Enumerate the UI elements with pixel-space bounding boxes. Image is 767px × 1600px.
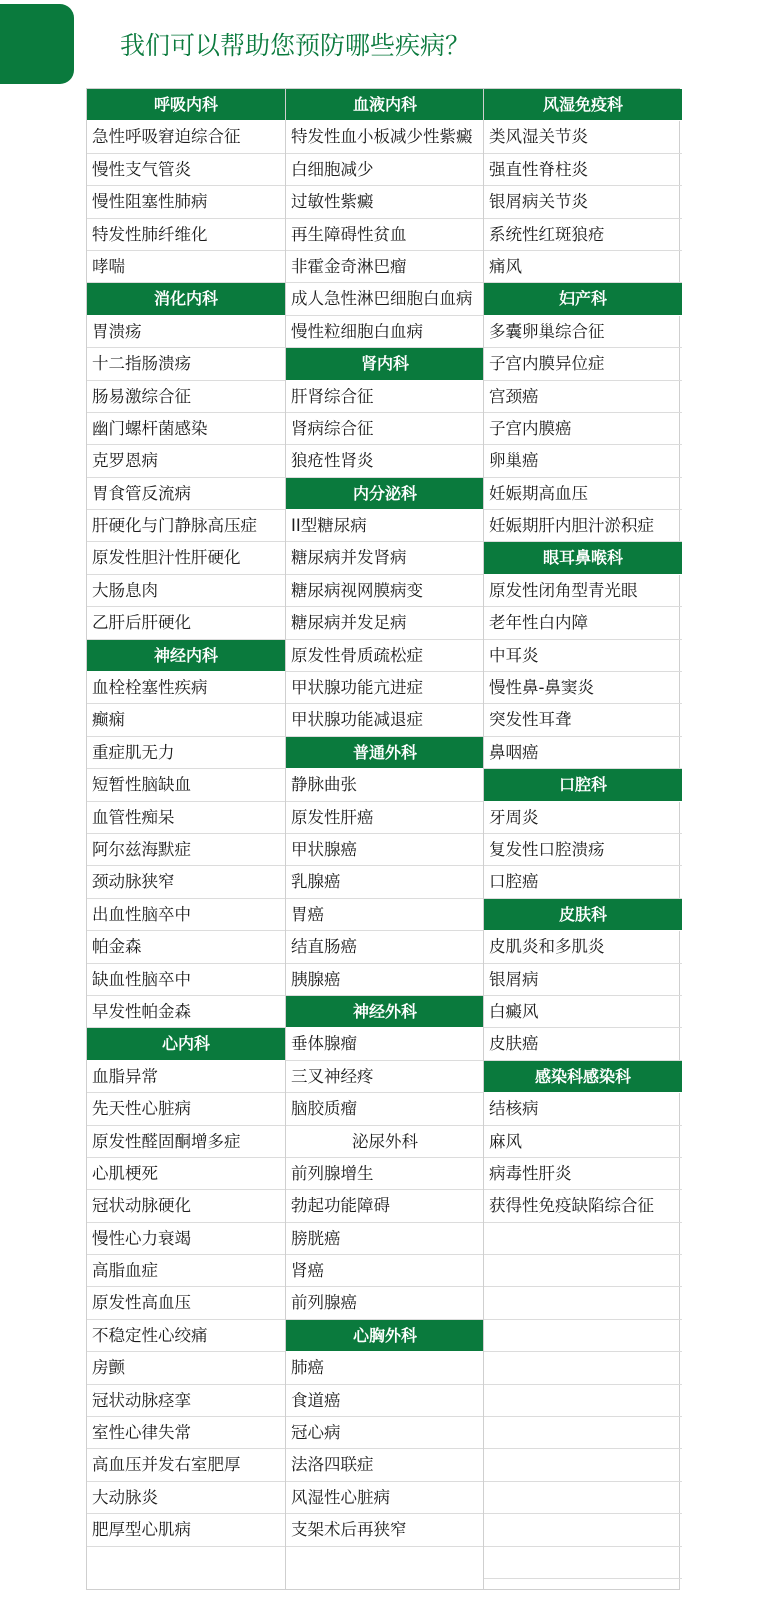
empty-cell [484, 1287, 682, 1319]
empty-cell [484, 1385, 682, 1417]
disease-cell: 肺癌 [286, 1352, 484, 1384]
disease-cell: 系统性红斑狼疮 [484, 219, 682, 251]
disease-cell: 原发性胆汁性肝硬化 [87, 542, 285, 574]
disease-cell: 宫颈癌 [484, 381, 682, 413]
disease-cell: 缺血性脑卒中 [87, 964, 285, 996]
department-header: 普通外科 [286, 737, 484, 769]
disease-cell: 法洛四联症 [286, 1449, 484, 1481]
disease-cell: 麻风 [484, 1126, 682, 1158]
disease-cell: 甲状腺癌 [286, 834, 484, 866]
disease-cell: 特发性肺纤维化 [87, 219, 285, 251]
disease-cell: 慢性阻塞性肺病 [87, 186, 285, 218]
disease-cell: 胰腺癌 [286, 964, 484, 996]
disease-cell: 胃食管反流病 [87, 478, 285, 510]
disease-cell: 银屑病关节炎 [484, 186, 682, 218]
disease-cell: 房颤 [87, 1352, 285, 1384]
disease-cell: 子宫内膜癌 [484, 413, 682, 445]
disease-cell: 白细胞减少 [286, 154, 484, 186]
disease-cell: 肾癌 [286, 1255, 484, 1287]
disease-cell: 结直肠癌 [286, 931, 484, 963]
disease-cell: 乳腺癌 [286, 866, 484, 898]
disease-cell: 糖尿病并发足病 [286, 607, 484, 639]
table-column-3 [483, 89, 682, 1589]
empty-cell [484, 1514, 682, 1546]
disease-cell: 胃癌 [286, 899, 484, 931]
empty-cell [484, 1320, 682, 1352]
disease-cell: 风湿性心脏病 [286, 1482, 484, 1514]
department-header: 风湿免疫科 [484, 89, 682, 121]
disease-cell: 皮肌炎和多肌炎 [484, 931, 682, 963]
disease-cell: 狼疮性肾炎 [286, 445, 484, 477]
disease-cell: 慢性支气管炎 [87, 154, 285, 186]
disease-cell: 重症肌无力 [87, 737, 285, 769]
disease-cell: 肠易激综合征 [87, 381, 285, 413]
disease-cell: 糖尿病并发肾病 [286, 542, 484, 574]
disease-cell: 帕金森 [87, 931, 285, 963]
department-header: 消化内科 [87, 283, 285, 315]
disease-cell: 大动脉炎 [87, 1482, 285, 1514]
disease-cell: 慢性鼻-鼻窦炎 [484, 672, 682, 704]
disease-cell: 甲状腺功能亢进症 [286, 672, 484, 704]
disease-cell: 高血压并发右室肥厚 [87, 1449, 285, 1481]
disease-cell: 病毒性肝炎 [484, 1158, 682, 1190]
department-header: 心胸外科 [286, 1320, 484, 1352]
disease-cell: 垂体腺瘤 [286, 1028, 484, 1060]
table-column-2 [285, 89, 484, 1589]
disease-cell: 复发性口腔溃疡 [484, 834, 682, 866]
disease-cell: 口腔癌 [484, 866, 682, 898]
disease-cell: 心肌梗死 [87, 1158, 285, 1190]
empty-cell [484, 1352, 682, 1384]
disease-cell: 鼻咽癌 [484, 737, 682, 769]
disease-cell: 原发性肝癌 [286, 802, 484, 834]
department-header: 感染科感染科 [484, 1061, 682, 1093]
disease-cell: 获得性免疫缺陷综合征 [484, 1190, 682, 1222]
disease-cell: 肝肾综合征 [286, 381, 484, 413]
disease-cell: 中耳炎 [484, 640, 682, 672]
disease-cell: 原发性高血压 [87, 1287, 285, 1319]
disease-cell: 血管性痴呆 [87, 802, 285, 834]
disease-cell: 慢性心力衰竭 [87, 1223, 285, 1255]
disease-table [86, 88, 680, 1590]
disease-cell: 哮喘 [87, 251, 285, 283]
disease-cell: 食道癌 [286, 1385, 484, 1417]
department-header: 心内科 [87, 1028, 285, 1060]
disease-cell: 前列腺增生 [286, 1158, 484, 1190]
disease-cell: 十二指肠溃疡 [87, 348, 285, 380]
disease-cell: 子宫内膜异位症 [484, 348, 682, 380]
department-label: 泌尿外科 [286, 1126, 484, 1158]
empty-cell [484, 1255, 682, 1287]
disease-cell: 结核病 [484, 1093, 682, 1125]
disease-cell: 幽门螺杆菌感染 [87, 413, 285, 445]
disease-cell: 卵巢癌 [484, 445, 682, 477]
page-title: 我们可以帮助您预防哪些疾病？ [120, 31, 471, 60]
table-column-1 [87, 89, 285, 1589]
disease-cell: 大肠息肉 [87, 575, 285, 607]
disease-cell: 多囊卵巢综合征 [484, 316, 682, 348]
disease-cell: 克罗恩病 [87, 445, 285, 477]
disease-cell: 牙周炎 [484, 802, 682, 834]
disease-cell: 银屑病 [484, 964, 682, 996]
department-header: 神经内科 [87, 640, 285, 672]
disease-cell: 原发性骨质疏松症 [286, 640, 484, 672]
disease-cell: 前列腺癌 [286, 1287, 484, 1319]
disease-cell: 急性呼吸窘迫综合征 [87, 121, 285, 153]
department-header: 血液内科 [286, 89, 484, 121]
disease-cell: 肾病综合征 [286, 413, 484, 445]
disease-cell: 甲状腺功能减退症 [286, 704, 484, 736]
department-header: 皮肤科 [484, 899, 682, 931]
disease-cell: 早发性帕金森 [87, 996, 285, 1028]
department-header: 呼吸内科 [87, 89, 285, 121]
disease-cell: 妊娠期肝内胆汁淤积症 [484, 510, 682, 542]
disease-cell: 突发性耳聋 [484, 704, 682, 736]
disease-cell: 老年性白内障 [484, 607, 682, 639]
disease-cell: 白癜风 [484, 996, 682, 1028]
disease-cell: 三叉神经疼 [286, 1061, 484, 1093]
disease-cell: 痛风 [484, 251, 682, 283]
disease-cell: 勃起功能障碍 [286, 1190, 484, 1222]
department-header: 神经外科 [286, 996, 484, 1028]
green-tab-decoration [0, 4, 74, 84]
disease-cell: 糖尿病视网膜病变 [286, 575, 484, 607]
disease-cell: 先天性心脏病 [87, 1093, 285, 1125]
disease-cell: 非霍金奇淋巴瘤 [286, 251, 484, 283]
disease-cell: 妊娠期高血压 [484, 478, 682, 510]
disease-cell: 成人急性淋巴细胞白血病 [286, 283, 484, 315]
disease-cell: 不稳定性心绞痛 [87, 1320, 285, 1352]
disease-cell: 原发性醛固酮增多症 [87, 1126, 285, 1158]
department-header: 妇产科 [484, 283, 682, 315]
disease-cell: 阿尔兹海默症 [87, 834, 285, 866]
disease-cell: 出血性脑卒中 [87, 899, 285, 931]
empty-cell [484, 1449, 682, 1481]
disease-cell: 癫痫 [87, 704, 285, 736]
disease-cell: 短暂性脑缺血 [87, 769, 285, 801]
disease-cell: 肝硬化与门静脉高压症 [87, 510, 285, 542]
department-header: 眼耳鼻喉科 [484, 542, 682, 574]
empty-cell [484, 1547, 682, 1579]
disease-cell: 强直性脊柱炎 [484, 154, 682, 186]
disease-cell: 冠状动脉痉挛 [87, 1385, 285, 1417]
disease-cell: 胃溃疡 [87, 316, 285, 348]
disease-cell: 血脂异常 [87, 1061, 285, 1093]
department-header: 肾内科 [286, 348, 484, 380]
disease-cell: 慢性粒细胞白血病 [286, 316, 484, 348]
disease-cell: 支架术后再狭窄 [286, 1514, 484, 1546]
disease-cell: II型糖尿病 [286, 510, 484, 542]
disease-cell: 膀胱癌 [286, 1223, 484, 1255]
department-header: 口腔科 [484, 769, 682, 801]
disease-cell: 血栓栓塞性疾病 [87, 672, 285, 704]
disease-cell: 肥厚型心肌病 [87, 1514, 285, 1546]
department-header: 内分泌科 [286, 478, 484, 510]
disease-cell: 特发性血小板减少性紫癜 [286, 121, 484, 153]
disease-cell: 原发性闭角型青光眼 [484, 575, 682, 607]
disease-cell: 过敏性紫癜 [286, 186, 484, 218]
empty-cell [484, 1417, 682, 1449]
disease-cell: 冠心病 [286, 1417, 484, 1449]
disease-cell: 脑胶质瘤 [286, 1093, 484, 1125]
disease-cell: 类风湿关节炎 [484, 121, 682, 153]
disease-cell: 冠状动脉硬化 [87, 1190, 285, 1222]
empty-cell [484, 1482, 682, 1514]
disease-cell: 再生障碍性贫血 [286, 219, 484, 251]
disease-cell: 室性心律失常 [87, 1417, 285, 1449]
disease-cell: 乙肝后肝硬化 [87, 607, 285, 639]
disease-cell: 皮肤癌 [484, 1028, 682, 1060]
disease-cell: 颈动脉狭窄 [87, 866, 285, 898]
disease-cell: 高脂血症 [87, 1255, 285, 1287]
disease-cell: 静脉曲张 [286, 769, 484, 801]
empty-cell [484, 1223, 682, 1255]
